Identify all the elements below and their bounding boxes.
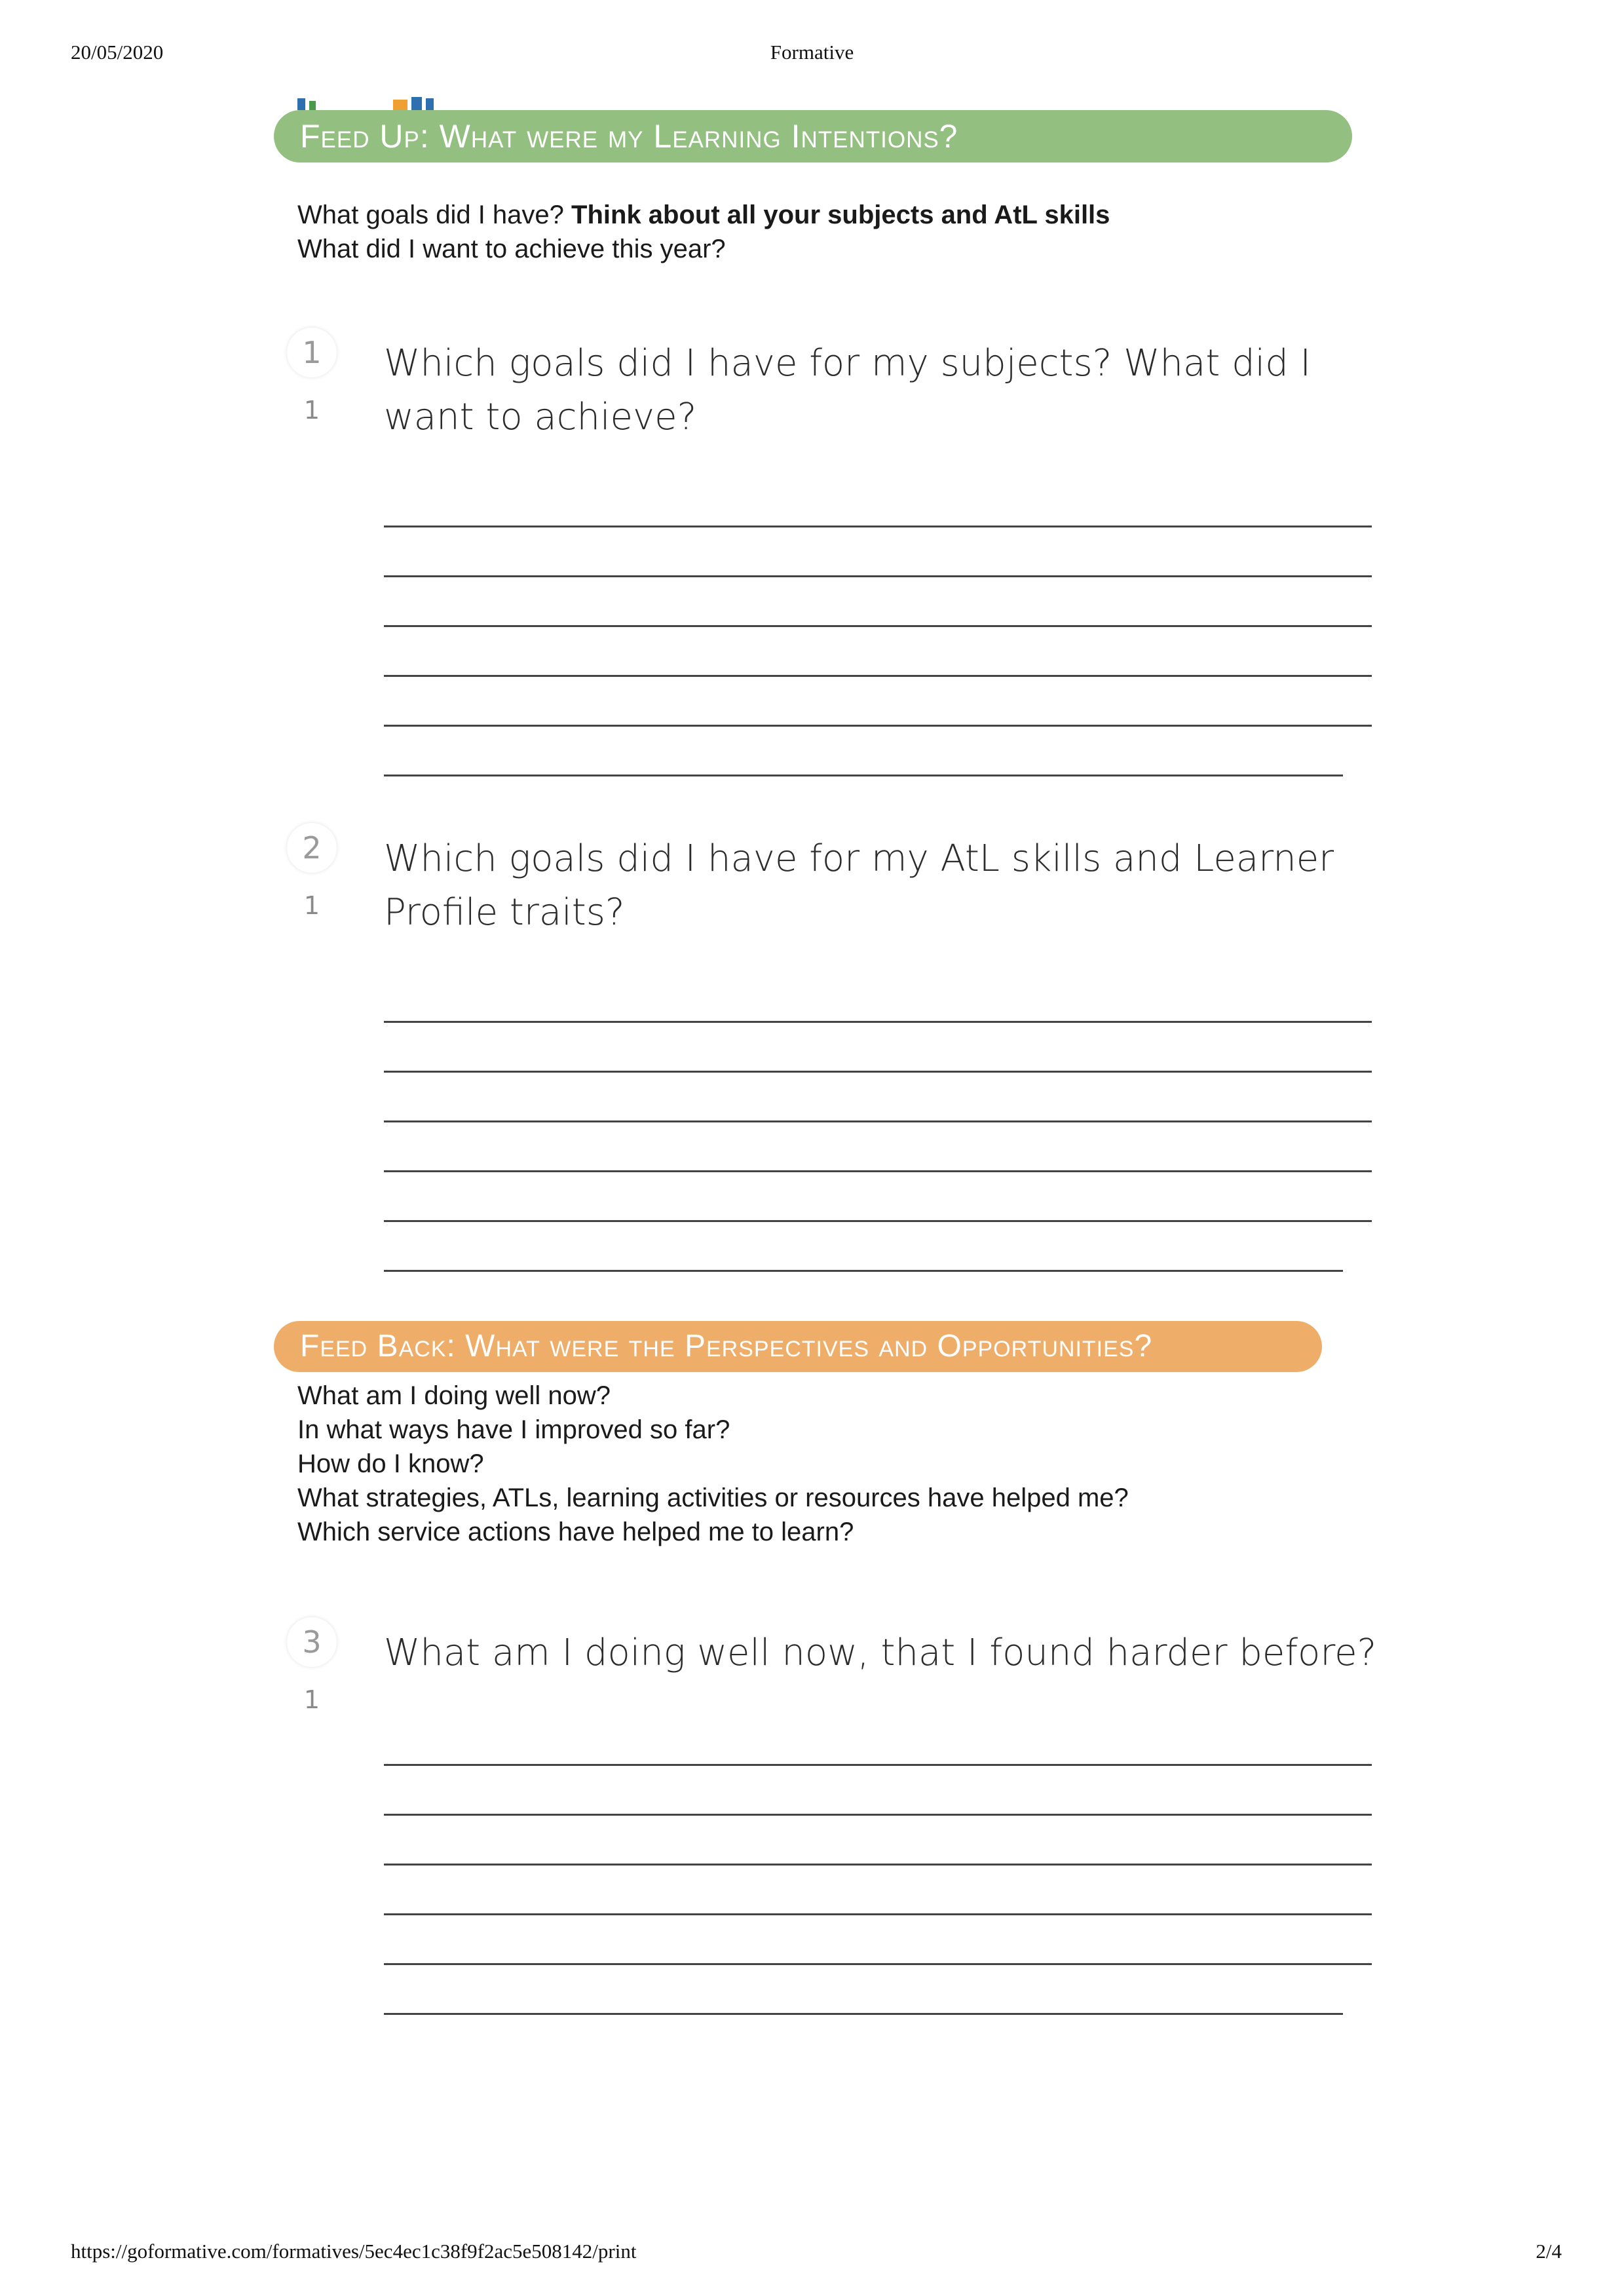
question-points: 1	[303, 1685, 320, 1714]
feed-up-line-1-bold: Think about all your subjects and AtL skills	[571, 201, 1110, 229]
feed-up-line-1-prefix: What goals did I have?	[297, 201, 572, 229]
answer-line[interactable]	[384, 575, 1372, 577]
answer-line[interactable]	[384, 1071, 1372, 1073]
feed-back-line: In what ways have I improved so far?	[297, 1415, 730, 1444]
question-number-badge: 2	[287, 823, 337, 873]
answer-line[interactable]	[384, 2013, 1343, 2015]
answer-line[interactable]	[384, 725, 1372, 727]
question-points: 1	[303, 891, 320, 920]
feed-back-line: Which service actions have helped me to learn?	[297, 1518, 854, 1546]
page-number: 2/4	[1536, 2240, 1562, 2263]
answer-line[interactable]	[384, 1021, 1372, 1023]
question-text: What am I doing well now, that I found harder before?	[384, 1632, 1377, 1674]
answer-line[interactable]	[384, 1963, 1372, 1965]
question-points: 1	[303, 396, 320, 425]
answer-line[interactable]	[384, 1864, 1372, 1866]
answer-line[interactable]	[384, 1170, 1372, 1172]
answer-line[interactable]	[384, 1120, 1372, 1122]
answer-line[interactable]	[384, 526, 1372, 527]
feed-up-prompts	[297, 198, 1110, 266]
print-date: 20/05/2020	[71, 41, 164, 64]
answer-line[interactable]	[384, 1814, 1372, 1816]
answer-line[interactable]	[384, 775, 1343, 776]
print-url: https://goformative.com/formatives/5ec4ec1c38f9f2ac5e508142/print	[71, 2240, 637, 2263]
feed-back-prompts	[297, 1379, 1129, 1549]
feed-up-line-1	[297, 198, 1110, 232]
print-title: Formative	[770, 41, 854, 64]
answer-line[interactable]	[384, 1764, 1372, 1766]
answer-line[interactable]	[384, 1220, 1372, 1222]
feed-back-line: How do I know?	[297, 1449, 484, 1478]
answer-line[interactable]	[384, 1270, 1343, 1272]
question-number-badge: 1	[287, 328, 337, 377]
feed-up-line-2: What did I want to achieve this year?	[297, 235, 726, 263]
feed-back-line: What strategies, ATLs, learning activities or resources have helped me?	[297, 1483, 1129, 1512]
feed-back-banner: Feed Back: What were the Perspectives and Opportunities?	[274, 1321, 1322, 1372]
answer-line[interactable]	[384, 625, 1372, 627]
feed-back-line: What am I doing well now?	[297, 1381, 611, 1410]
question-number-badge: 3	[287, 1617, 337, 1667]
logo-fragment-icon	[295, 97, 478, 110]
answer-line[interactable]	[384, 675, 1372, 677]
question-text: Which goals did I have for my subjects? What did I want to achieve?	[384, 342, 1312, 438]
answer-line[interactable]	[384, 1913, 1372, 1915]
feed-up-banner: Feed Up: What were my Learning Intentions?	[274, 110, 1352, 163]
question-text: Which goals did I have for my AtL skills and Learner Profile traits?	[384, 837, 1334, 934]
